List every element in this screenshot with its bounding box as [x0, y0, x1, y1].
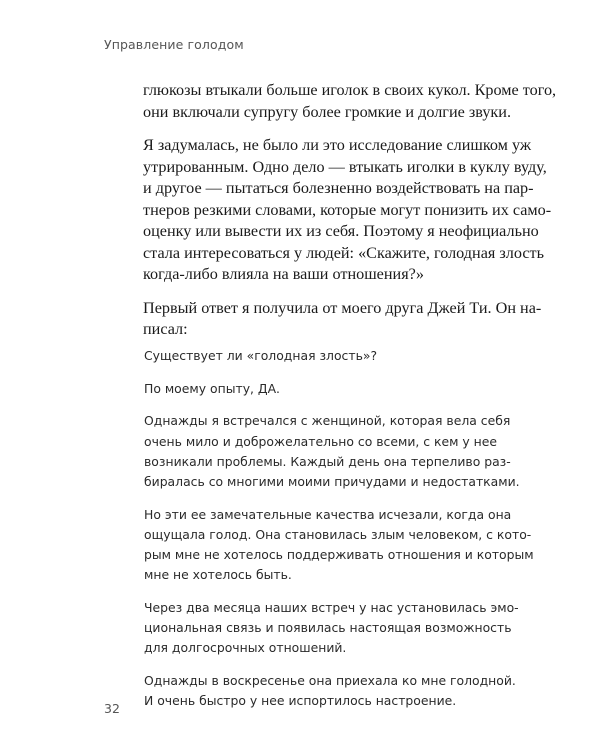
- quote-line: рым мне не хотелось поддерживать отношения и которым: [144, 547, 534, 563]
- quote-paragraph: [144, 671, 516, 711]
- text-line: когда-либо влияла на ваши отношения?»: [143, 265, 424, 283]
- text-line: они включали супругу более громкие и долгие звуки.: [143, 102, 511, 121]
- quote-line: мне не хотелось быть.: [144, 567, 292, 583]
- quote-line: И очень быстро у нее испортилось настроение.: [144, 693, 457, 709]
- text-line: тнеров резкими словами, которые могут понизить их само-: [143, 200, 552, 219]
- text-line: Первый ответ я получила от моего друга Джей Ти. Он на-: [143, 298, 542, 317]
- quote-paragraph: [144, 379, 484, 399]
- quote-paragraph: [144, 346, 484, 366]
- quote-line: циональная связь и появилась настоящая возможность: [144, 620, 512, 636]
- running-header: Управление голодом: [104, 37, 244, 52]
- text-line: писал:: [143, 320, 188, 338]
- quote-line: очень мило и доброжелательно со всеми, с кем у нее: [144, 433, 498, 449]
- quote-line: Через два месяца наших встреч у нас установилась эмо-: [144, 600, 519, 616]
- paragraph: [143, 80, 557, 123]
- quote-line: ощущала голод. Она становилась злым человеком, с кото-: [144, 526, 532, 542]
- quote-line: Однажды я встречался с женщиной, которая вела себя: [144, 413, 511, 429]
- quote-paragraph: [144, 505, 534, 586]
- quote-line: Но эти ее замечательные качества исчезали, когда она: [144, 506, 512, 522]
- paragraph: [143, 298, 542, 341]
- text-line: глюкозы втыкали больше иголок в своих кукол. Кроме того,: [143, 81, 557, 99]
- text-line: стала интересоваться у людей: «Скажите, голодная злость: [143, 243, 544, 262]
- quote-line: возникали проблемы. Каждый день она терпеливо раз-: [144, 453, 511, 469]
- text-line: утрированным. Одно дело — втыкать иголки в куклу вуду,: [143, 157, 547, 176]
- text-line: Я задумалась, не было ли это исследование слишком уж: [143, 136, 532, 154]
- main-text: [143, 80, 557, 353]
- quoted-letter: [144, 346, 534, 724]
- quote-line: Существует ли «голодная злость»?: [144, 348, 378, 363]
- quote-line: для долгосрочных отношений.: [144, 640, 347, 656]
- quote-line: биралась со многими моими причудами и недостатками.: [144, 474, 520, 490]
- text-line: и другое — пытаться болезненно воздействовать на пар-: [143, 179, 534, 197]
- text-line: оценку или вывести их из себя. Поэтому я неофициально: [143, 222, 539, 240]
- paragraph: [143, 135, 552, 286]
- quote-line: Однажды в воскресенье она приехала ко мне голодной.: [144, 673, 516, 689]
- quote-line: По моему опыту, ДА.: [144, 380, 280, 396]
- page-number: 32: [104, 701, 120, 716]
- quote-paragraph: [144, 411, 520, 492]
- quote-paragraph: [144, 598, 519, 659]
